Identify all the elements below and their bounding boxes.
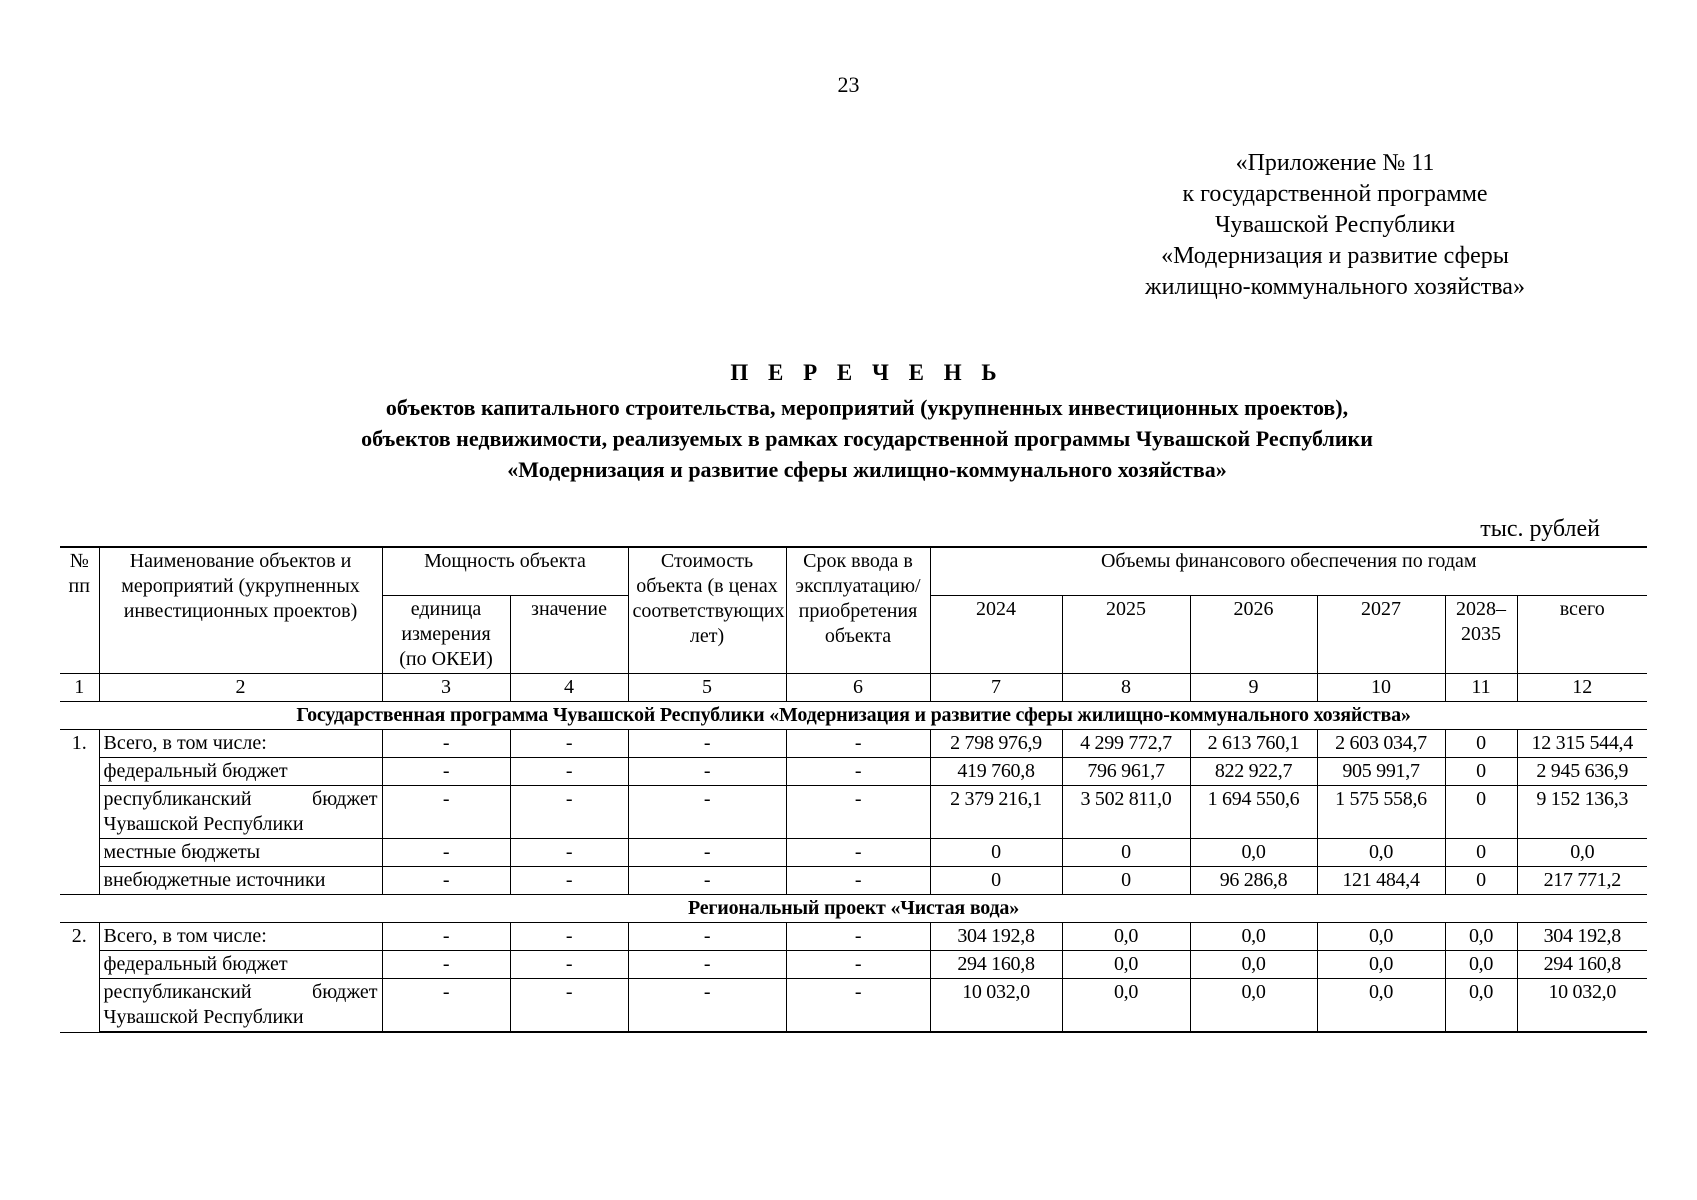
cell-unit: - xyxy=(382,839,510,867)
cell-y2026: 0,0 xyxy=(1190,923,1317,951)
cell-value: - xyxy=(510,923,628,951)
table-row xyxy=(60,839,1647,867)
row-name: федеральный бюджет xyxy=(99,951,382,979)
table-row xyxy=(60,923,1647,951)
section-title-row xyxy=(60,702,1647,730)
header-unit: единица измерения (по ОКЕИ) xyxy=(382,596,510,674)
header-year: 2024 xyxy=(930,596,1062,674)
header-year: 2028–2035 xyxy=(1445,596,1517,674)
row-number: 2. xyxy=(60,923,99,1033)
cell-y2026: 1 694 550,6 xyxy=(1190,786,1317,839)
cell-value: - xyxy=(510,758,628,786)
cell-term: - xyxy=(786,839,930,867)
appendix-header xyxy=(1115,148,1555,303)
cell-unit: - xyxy=(382,786,510,839)
cell-y2028: 0,0 xyxy=(1445,979,1517,1033)
document-subtitle xyxy=(0,392,1697,485)
subtitle-line: объектов капитального строительства, мероприятий (укрупненных инвестиционных проектов), xyxy=(385,395,1349,420)
table-row xyxy=(60,758,1647,786)
column-number: 12 xyxy=(1517,674,1647,702)
page-number: 23 xyxy=(837,72,860,97)
cell-unit: - xyxy=(382,923,510,951)
row-name: федеральный бюджет xyxy=(99,758,382,786)
row-name: республиканский бюджет Чувашской Республики xyxy=(99,979,382,1033)
cell-y2025: 4 299 772,7 xyxy=(1062,730,1190,758)
table-row xyxy=(60,730,1647,758)
table-row xyxy=(60,979,1647,1033)
cell-total: 9 152 136,3 xyxy=(1517,786,1647,839)
section-title-row xyxy=(60,895,1647,923)
column-number: 6 xyxy=(786,674,930,702)
header-year: 2026 xyxy=(1190,596,1317,674)
header-row xyxy=(60,547,1647,596)
header-total: всего xyxy=(1517,596,1647,674)
cell-total: 2 945 636,9 xyxy=(1517,758,1647,786)
cell-y2028: 0 xyxy=(1445,730,1517,758)
cell-total: 217 771,2 xyxy=(1517,867,1647,895)
units-label: тыс. рублей xyxy=(1480,516,1600,542)
cell-y2025: 0,0 xyxy=(1062,923,1190,951)
cell-y2027: 0,0 xyxy=(1317,923,1445,951)
cell-term: - xyxy=(786,786,930,839)
cell-cost: - xyxy=(628,730,786,758)
column-number: 9 xyxy=(1190,674,1317,702)
column-number: 5 xyxy=(628,674,786,702)
row-name: республиканский бюджет Чувашской Республики xyxy=(99,786,382,839)
cell-y2024: 10 032,0 xyxy=(930,979,1062,1033)
cell-value: - xyxy=(510,730,628,758)
cell-y2026: 822 922,7 xyxy=(1190,758,1317,786)
appendix-line: к государственной программе xyxy=(1182,181,1488,207)
cell-y2027: 121 484,4 xyxy=(1317,867,1445,895)
cell-value: - xyxy=(510,839,628,867)
cell-y2024: 294 160,8 xyxy=(930,951,1062,979)
appendix-line: «Модернизация и развитие сферы xyxy=(1161,243,1509,269)
cell-y2026: 0,0 xyxy=(1190,951,1317,979)
row-name: Всего, в том числе: xyxy=(99,730,382,758)
table-body xyxy=(60,547,1647,1032)
financing-table xyxy=(60,546,1647,1033)
header-num: № пп xyxy=(60,547,99,674)
cell-y2028: 0 xyxy=(1445,758,1517,786)
column-number: 8 xyxy=(1062,674,1190,702)
cell-y2028: 0 xyxy=(1445,867,1517,895)
cell-value: - xyxy=(510,979,628,1033)
cell-term: - xyxy=(786,951,930,979)
cell-cost: - xyxy=(628,786,786,839)
cell-y2024: 2 798 976,9 xyxy=(930,730,1062,758)
cell-term: - xyxy=(786,923,930,951)
cell-cost: - xyxy=(628,839,786,867)
cell-y2026: 0,0 xyxy=(1190,839,1317,867)
header-term: Срок ввода в эксплуатацию/приобретения объекта xyxy=(786,547,930,674)
cell-y2024: 0 xyxy=(930,839,1062,867)
cell-y2026: 0,0 xyxy=(1190,979,1317,1033)
cell-total: 10 032,0 xyxy=(1517,979,1647,1033)
cell-unit: - xyxy=(382,951,510,979)
section-title: Региональный проект «Чистая вода» xyxy=(60,895,1647,923)
table-row xyxy=(60,786,1647,839)
column-number: 4 xyxy=(510,674,628,702)
row-name: Всего, в том числе: xyxy=(99,923,382,951)
document-title: П Е Р Е Ч Е Н Ь xyxy=(730,360,1004,385)
table-row xyxy=(60,951,1647,979)
appendix-line: жилищно-коммунального хозяйства» xyxy=(1145,274,1525,300)
row-number: 1. xyxy=(60,730,99,895)
appendix-line: «Приложение № 11 xyxy=(1235,150,1435,176)
cell-unit: - xyxy=(382,758,510,786)
cell-value: - xyxy=(510,867,628,895)
cell-y2027: 2 603 034,7 xyxy=(1317,730,1445,758)
header-capacity: Мощность объекта xyxy=(382,547,628,596)
cell-y2027: 0,0 xyxy=(1317,839,1445,867)
column-number: 3 xyxy=(382,674,510,702)
cell-cost: - xyxy=(628,979,786,1033)
cell-cost: - xyxy=(628,867,786,895)
cell-term: - xyxy=(786,758,930,786)
cell-y2026: 96 286,8 xyxy=(1190,867,1317,895)
cell-y2027: 0,0 xyxy=(1317,951,1445,979)
cell-term: - xyxy=(786,867,930,895)
cell-y2027: 0,0 xyxy=(1317,979,1445,1033)
cell-unit: - xyxy=(382,979,510,1033)
cell-y2024: 2 379 216,1 xyxy=(930,786,1062,839)
column-number: 11 xyxy=(1445,674,1517,702)
cell-total: 12 315 544,4 xyxy=(1517,730,1647,758)
cell-y2025: 796 961,7 xyxy=(1062,758,1190,786)
row-name: местные бюджеты xyxy=(99,839,382,867)
cell-term: - xyxy=(786,730,930,758)
header-year: 2025 xyxy=(1062,596,1190,674)
cell-y2028: 0 xyxy=(1445,839,1517,867)
column-number: 10 xyxy=(1317,674,1445,702)
cell-y2025: 0 xyxy=(1062,867,1190,895)
cell-y2027: 905 991,7 xyxy=(1317,758,1445,786)
header-name: Наименование объектов и мероприятий (укрупненных инвестиционных проектов) xyxy=(99,547,382,674)
cell-y2025: 3 502 811,0 xyxy=(1062,786,1190,839)
column-number: 7 xyxy=(930,674,1062,702)
cell-y2025: 0,0 xyxy=(1062,979,1190,1033)
cell-y2028: 0 xyxy=(1445,786,1517,839)
cell-value: - xyxy=(510,786,628,839)
cell-y2026: 2 613 760,1 xyxy=(1190,730,1317,758)
cell-unit: - xyxy=(382,730,510,758)
header-cost: Стоимость объекта (в ценах соответствующих лет) xyxy=(628,547,786,674)
cell-total: 0,0 xyxy=(1517,839,1647,867)
table-row xyxy=(60,867,1647,895)
column-number: 2 xyxy=(99,674,382,702)
cell-y2024: 304 192,8 xyxy=(930,923,1062,951)
cell-y2028: 0,0 xyxy=(1445,951,1517,979)
cell-cost: - xyxy=(628,923,786,951)
cell-cost: - xyxy=(628,951,786,979)
cell-value: - xyxy=(510,951,628,979)
header-funding: Объемы финансового обеспечения по годам xyxy=(930,547,1647,596)
header-year: 2027 xyxy=(1317,596,1445,674)
section-title: Государственная программа Чувашской Республики «Модернизация и развитие сферы жилищно-коммунального хозяйства» xyxy=(60,702,1647,730)
cell-term: - xyxy=(786,979,930,1033)
subtitle-line: «Модернизация и развитие сферы жилищно-коммунального хозяйства» xyxy=(507,457,1227,482)
cell-y2024: 0 xyxy=(930,867,1062,895)
header-value: значение xyxy=(510,596,628,674)
cell-y2027: 1 575 558,6 xyxy=(1317,786,1445,839)
cell-y2025: 0,0 xyxy=(1062,951,1190,979)
appendix-line: Чувашской Республики xyxy=(1214,212,1456,238)
cell-unit: - xyxy=(382,867,510,895)
cell-y2025: 0 xyxy=(1062,839,1190,867)
cell-y2024: 419 760,8 xyxy=(930,758,1062,786)
subtitle-line: объектов недвижимости, реализуемых в рамках государственной программы Чувашской Республики xyxy=(361,426,1373,451)
column-numbers-row xyxy=(60,674,1647,702)
cell-cost: - xyxy=(628,758,786,786)
column-number: 1 xyxy=(60,674,99,702)
row-name: внебюджетные источники xyxy=(99,867,382,895)
cell-total: 304 192,8 xyxy=(1517,923,1647,951)
cell-total: 294 160,8 xyxy=(1517,951,1647,979)
cell-y2028: 0,0 xyxy=(1445,923,1517,951)
